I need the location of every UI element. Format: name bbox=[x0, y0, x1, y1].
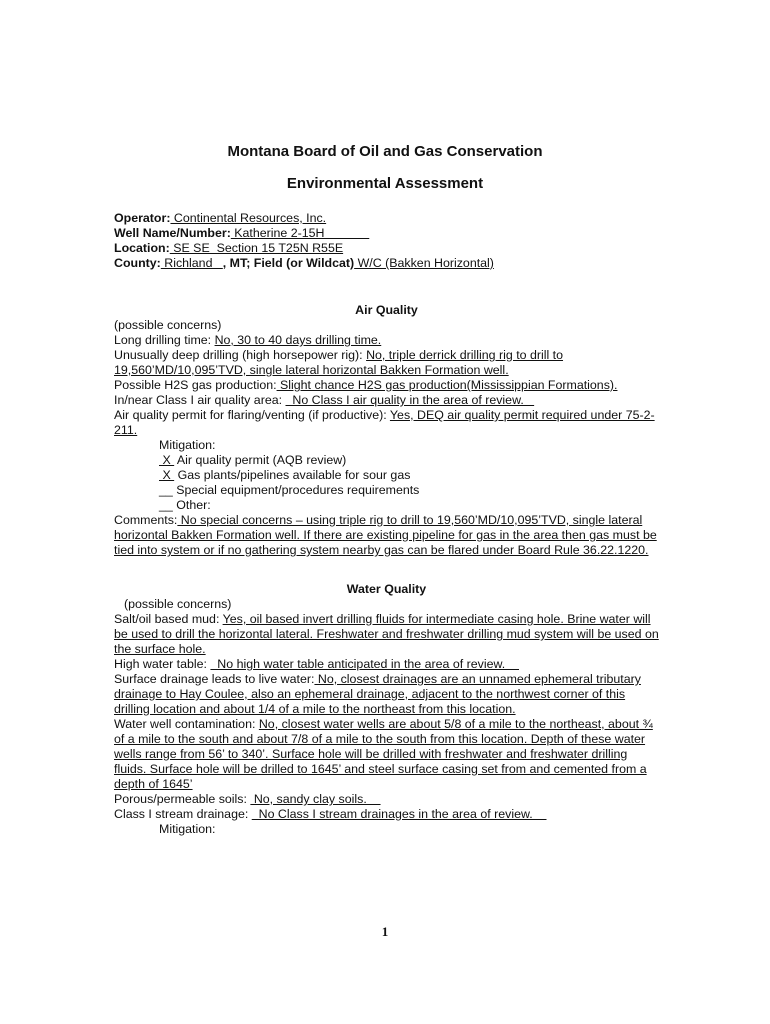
water-quality-heading: Water Quality bbox=[346, 582, 427, 596]
county-line bbox=[114, 256, 659, 271]
surface-drainage-value: No, closest drainages are an unnamed ephemeral tributary drainage to Hay Coulee, also an ephemeral drainage, adjacent to the northwest corner of this drilling location and about 1/4 of a mile to the northeast from this location. bbox=[114, 672, 641, 716]
drilling-time-value: No, 30 to 40 days drilling time. bbox=[214, 333, 382, 347]
water-possible-concerns: (possible concerns) bbox=[124, 597, 232, 611]
water-table-line bbox=[114, 657, 659, 672]
water-table-value: No high water table anticipated in the area of review. bbox=[210, 657, 519, 671]
air-quality-heading: Air Quality bbox=[355, 303, 418, 317]
air-mitigation-label: Mitigation: bbox=[159, 438, 216, 452]
field-label: , MT; Field (or Wildcat) bbox=[222, 256, 355, 270]
mitigation-mark: X bbox=[159, 453, 175, 467]
air-possible-concerns: (possible concerns) bbox=[114, 318, 222, 332]
mitigation-item bbox=[114, 483, 659, 498]
location-value: SE SE Section 15 T25N R55E bbox=[169, 241, 344, 255]
mitigation-text: Gas plants/pipelines available for sour gas bbox=[174, 468, 411, 482]
mud-label: Salt/oil based mud: bbox=[114, 612, 223, 626]
mitigation-item bbox=[114, 453, 659, 468]
soils-line bbox=[114, 792, 659, 807]
air-permit-label: Air quality permit for flaring/venting (if productive): bbox=[114, 408, 390, 422]
deep-drilling-value: No, triple derrick drilling rig to drill to 19,560’MD/10,095’TVD, single lateral horizontal Bakken Formation well. bbox=[114, 348, 564, 377]
water-table-label: High water table: bbox=[114, 657, 211, 671]
water-well-line bbox=[114, 717, 659, 792]
deep-drilling-label: Unusually deep drilling (high horsepower rig): bbox=[114, 348, 367, 362]
operator-label: Operator: bbox=[114, 211, 171, 225]
h2s-line bbox=[114, 378, 659, 393]
surface-drainage-line bbox=[114, 672, 659, 717]
mitigation-text: Special equipment/procedures requirements bbox=[172, 483, 420, 497]
soils-value: No, sandy clay soils. bbox=[250, 792, 381, 806]
air-comments-value: No special concerns – using triple rig to drill to 19,560’MD/10,095’TVD, single lateral horizontal Bakken Formation well. If there are existing pipeline for gas in the area then gas must be tied into system or if no gathering system nearby gas can be flared under Board Rule 36.22.1220. bbox=[114, 513, 657, 557]
air-comments-label: Comments: bbox=[114, 513, 178, 527]
h2s-label: Possible H2S gas production: bbox=[114, 378, 277, 392]
operator-value: Continental Resources, Inc. bbox=[170, 211, 327, 225]
air-permit-line bbox=[114, 408, 659, 438]
mud-line bbox=[114, 612, 659, 657]
water-well-value: No, closest water wells are about 5/8 of a mile to the northeast, about ¾ of a mile to the south and about 7/8 of a mile to the south from this location. Depth of these water wells range from 56’ to 340’. Surface hole will be drilled with freshwater and freshwater drilling fluids. Surface hole will be drilled to 1645’ and steel surface casing set from and cemented from a depth of 1645’ bbox=[114, 717, 653, 791]
mitigation-item bbox=[114, 468, 659, 483]
location-line bbox=[114, 241, 659, 256]
water-well-label: Water well contamination: bbox=[114, 717, 259, 731]
stream-drainage-line bbox=[114, 807, 659, 822]
mitigation-text: Other: bbox=[172, 498, 211, 512]
stream-drainage-label: Class I stream drainage: bbox=[114, 807, 252, 821]
class-i-air-line bbox=[114, 393, 659, 408]
operator-line bbox=[114, 211, 659, 226]
county-label: County: bbox=[114, 256, 161, 270]
county-value: Richland bbox=[160, 256, 223, 270]
mitigation-item bbox=[114, 498, 659, 513]
well-value: Katherine 2-15H bbox=[230, 226, 370, 240]
air-comments-line bbox=[114, 513, 659, 558]
drilling-time-line bbox=[114, 333, 659, 348]
deep-drilling-line bbox=[114, 348, 659, 378]
mitigation-mark: __ bbox=[159, 483, 173, 497]
page-number: 1 bbox=[381, 924, 389, 939]
mud-value: Yes, oil based invert drilling fluids for intermediate casing hole. Brine water will be used to drill the horizontal lateral. Freshwater and freshwater drilling mud system will be used on the surface hole. bbox=[114, 612, 659, 656]
mitigation-mark: __ bbox=[159, 498, 173, 512]
stream-drainage-value: No Class I stream drainages in the area of review. bbox=[251, 807, 547, 821]
class-i-air-label: In/near Class I air quality area: bbox=[114, 393, 286, 407]
water-mitigation-label: Mitigation: bbox=[159, 822, 216, 836]
air-permit-value: Yes, DEQ air quality permit required under 75-2-211. bbox=[114, 408, 655, 437]
well-label: Well Name/Number: bbox=[114, 226, 231, 240]
soils-label: Porous/permeable soils: bbox=[114, 792, 251, 806]
well-line bbox=[114, 226, 659, 241]
mitigation-text: Air quality permit (AQB review) bbox=[174, 453, 347, 467]
field-value: W/C (Bakken Horizontal) bbox=[354, 256, 494, 270]
mitigation-mark: X bbox=[159, 468, 175, 482]
document-title: Montana Board of Oil and Gas Conservation bbox=[227, 143, 543, 160]
class-i-air-value: No Class I air quality in the area of review. bbox=[285, 393, 535, 407]
h2s-value: Slight chance H2S gas production(Mississippian Formations). bbox=[276, 378, 618, 392]
document-subtitle: Environmental Assessment bbox=[286, 175, 484, 192]
drilling-time-label: Long drilling time: bbox=[114, 333, 215, 347]
surface-drainage-label: Surface drainage leads to live water: bbox=[114, 672, 315, 686]
document-body bbox=[114, 211, 659, 837]
location-label: Location: bbox=[114, 241, 170, 255]
